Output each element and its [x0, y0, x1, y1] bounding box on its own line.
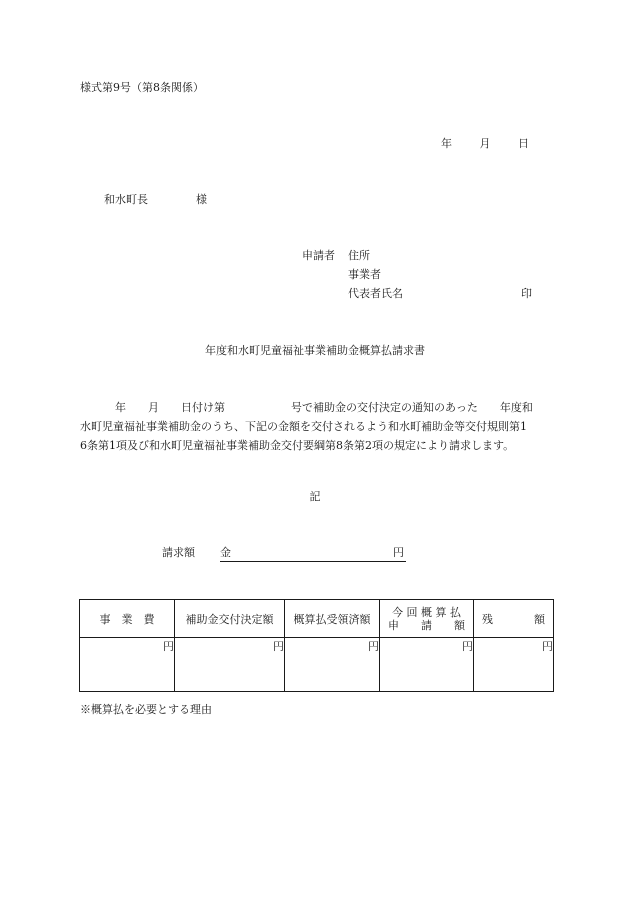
header-zan [474, 600, 554, 638]
date-day: 日 [518, 137, 529, 150]
seal-mark: 印 [521, 287, 532, 300]
addressee [104, 193, 207, 207]
header-juryo: 概算払受領済額 [285, 600, 380, 638]
form-number: 様式第9号（第8条関係） [80, 81, 204, 94]
applicant-label: 申請者 [302, 249, 335, 262]
date-line [441, 137, 529, 151]
amount-prefix: 金 [220, 546, 231, 559]
value-juryo[interactable]: 円 [285, 638, 380, 692]
header-zan-right: 額 [534, 612, 545, 626]
body-line-1: 年 月 日付け第 号で補助金の交付決定の通知のあった 年度和 [115, 401, 533, 414]
body-line-2: 水町児童福祉事業補助金のうち、下記の金額を交付されるよう和水町補助金等交付規則第1 [80, 420, 527, 433]
date-year: 年 [441, 137, 452, 150]
header-zan-left: 残 [482, 612, 493, 626]
value-konkai[interactable]: 円 [380, 638, 474, 692]
reason-note: ※概算払を必要とする理由 [80, 703, 212, 716]
document-title: 年度和水町児童福祉事業補助金概算払請求書 [205, 344, 425, 357]
header-konkai [380, 600, 474, 638]
request-body [80, 398, 550, 455]
value-jigyo[interactable]: 円 [80, 638, 175, 692]
header-konkai-bottom: 申 請 額 [388, 618, 465, 632]
amount-table [79, 599, 554, 692]
header-kettei: 補助金交付決定額 [175, 600, 285, 638]
header-jigyo: 事 業 費 [80, 600, 175, 638]
date-month: 月 [479, 137, 491, 150]
addressee-name: 和水町長 [104, 193, 148, 206]
body-line-3: 6条第1項及び和水町児童福祉事業補助金交付要綱第8条第2項の規定により請求します。 [80, 439, 515, 452]
applicant-address: 住所 [348, 249, 370, 262]
applicant-business: 事業者 [348, 268, 381, 281]
addressee-honorific: 様 [196, 193, 207, 206]
header-konkai-top: 今 回 概 算 払 [392, 605, 461, 619]
table-header-row [80, 600, 554, 638]
request-amount-label: 請求額 [162, 546, 195, 559]
applicant-representative: 代表者氏名 [348, 287, 403, 300]
amount-unit: 円 [393, 546, 404, 559]
table-value-row [80, 638, 554, 692]
ki-heading: 記 [309, 490, 321, 503]
value-zan[interactable]: 円 [474, 638, 554, 692]
value-kettei[interactable]: 円 [175, 638, 285, 692]
request-amount-field[interactable] [220, 546, 406, 562]
